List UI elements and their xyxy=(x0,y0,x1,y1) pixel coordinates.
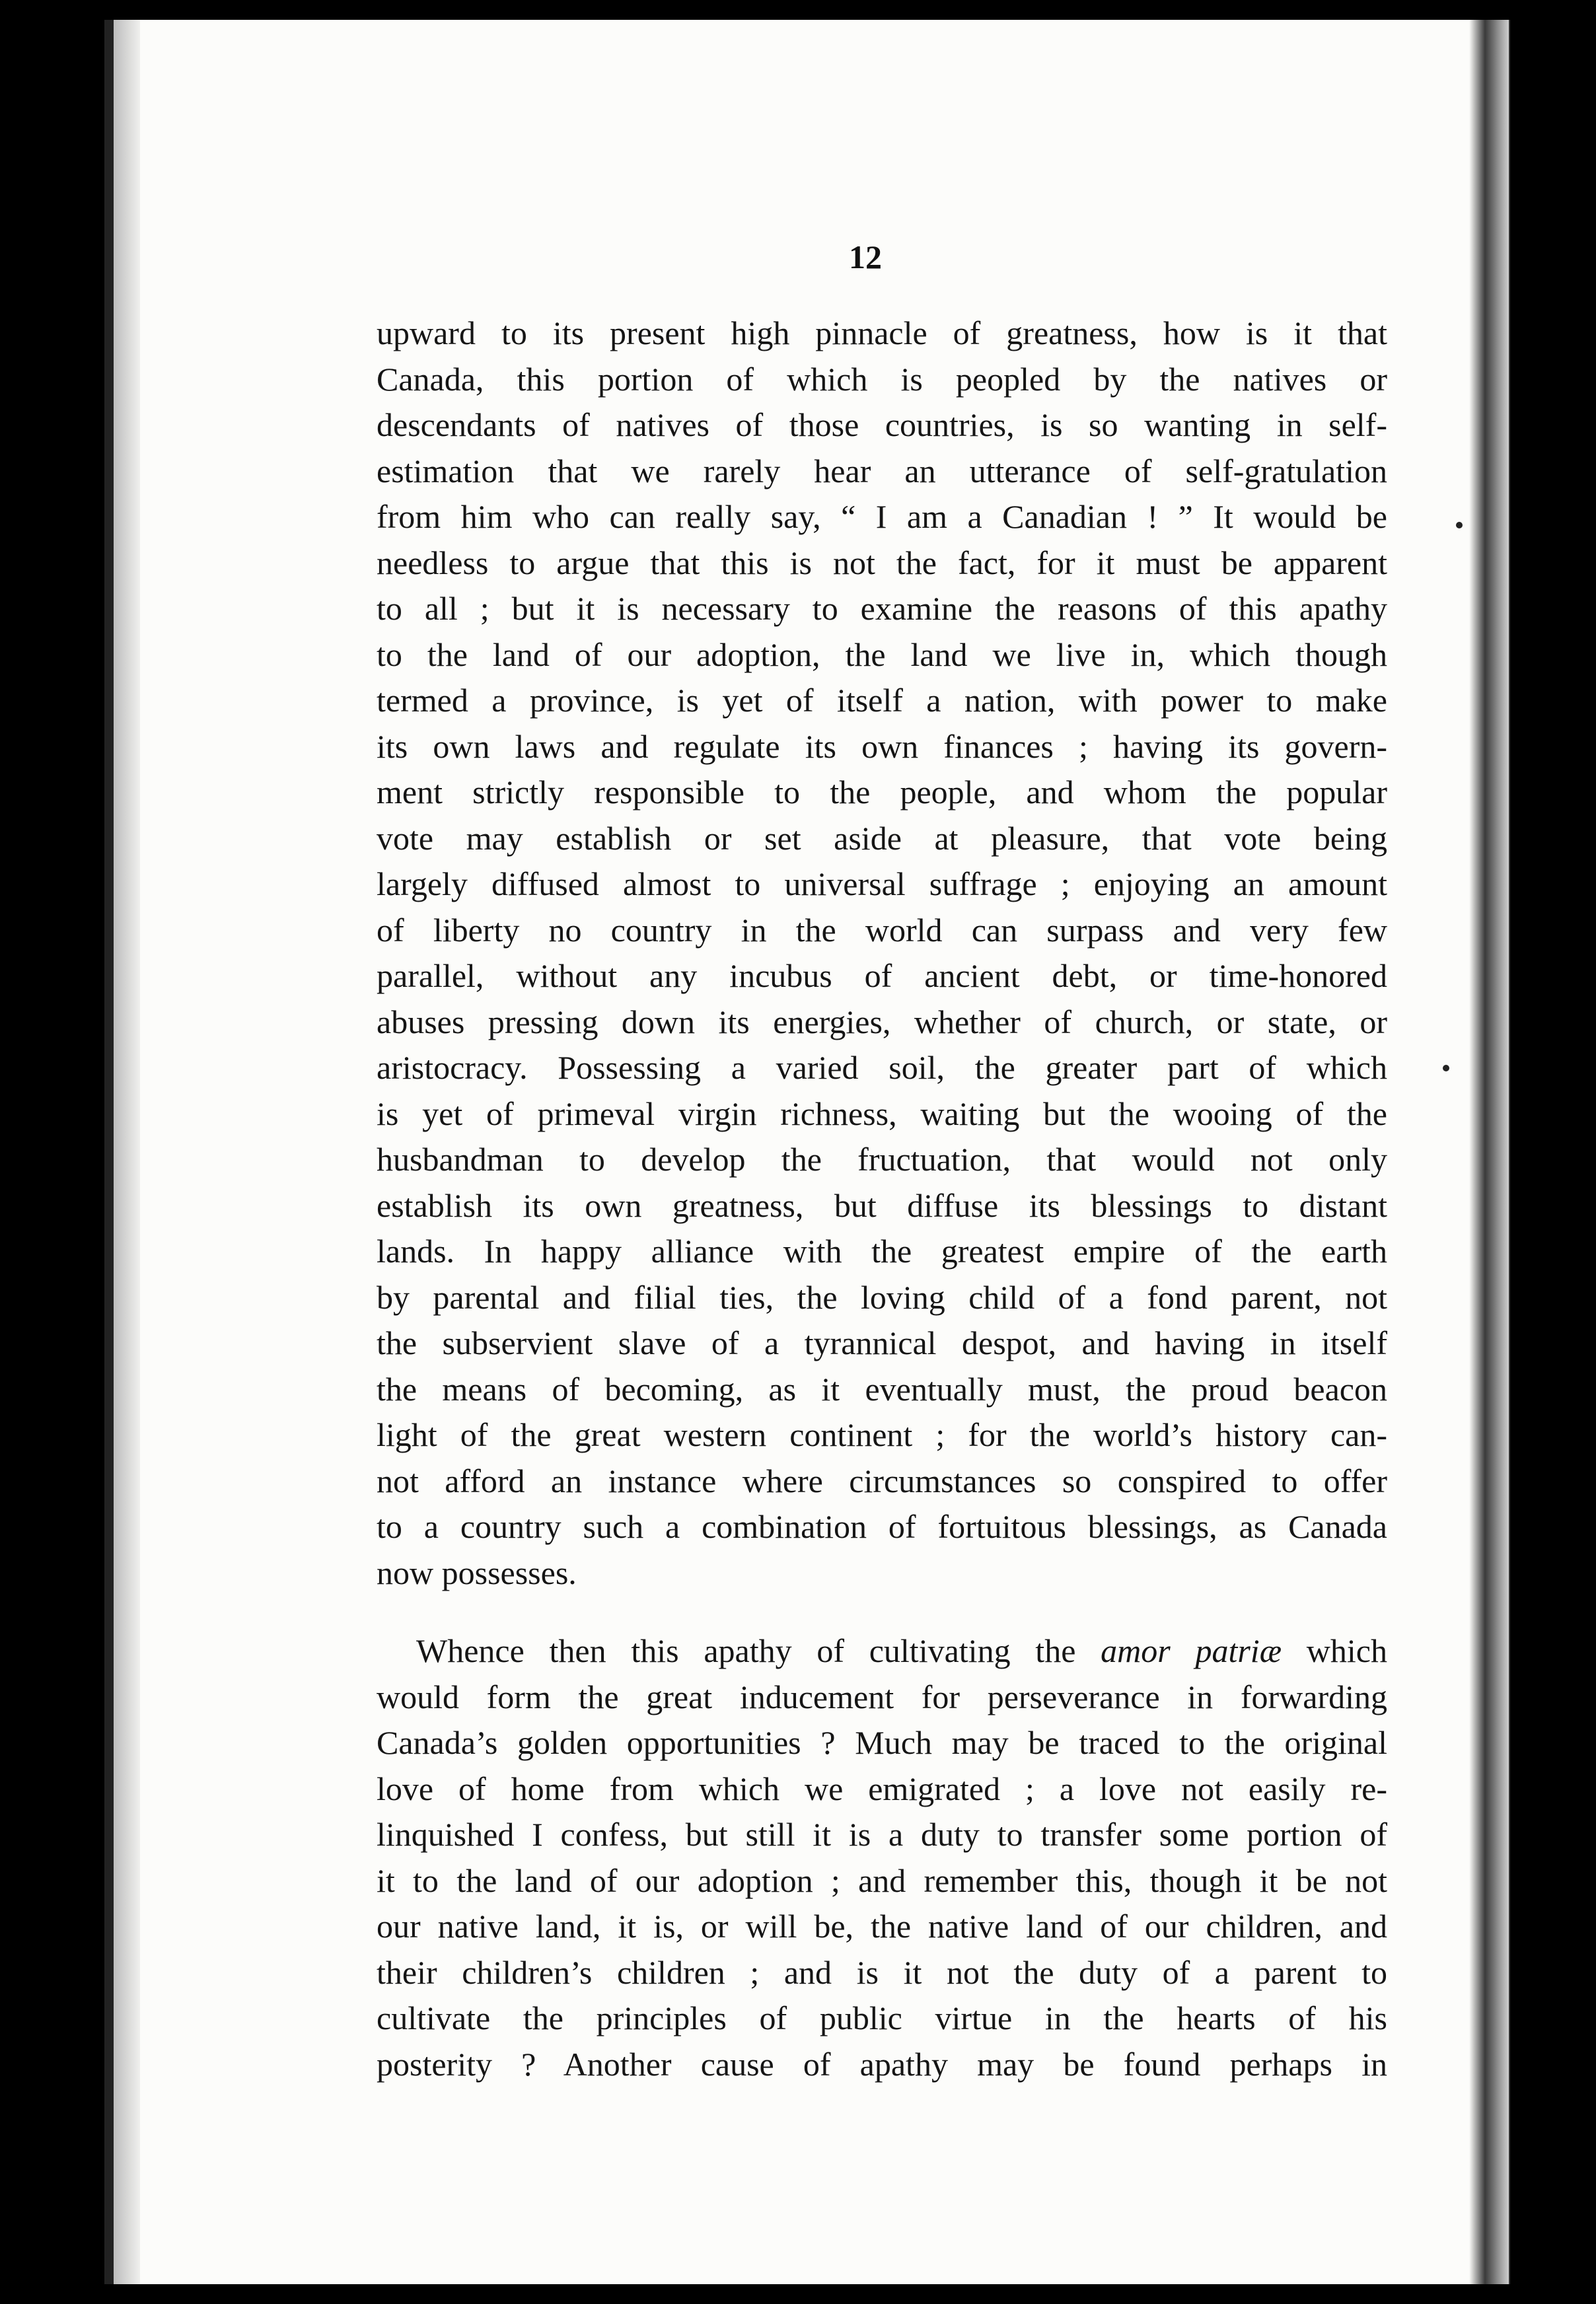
text-line: needless to argue that this is not the fact, for it must be apparent xyxy=(377,544,1387,581)
body-text xyxy=(377,310,1387,2087)
text-line xyxy=(377,1628,1387,1674)
text-line: their children’s children ; and is it not the duty of a parent to xyxy=(377,1953,1387,1991)
text-line: estimation that we rarely hear an utterance of self-gratulation xyxy=(377,452,1387,489)
text-line: light of the great western continent ; for the world’s history can- xyxy=(377,1416,1387,1453)
text-line: its own laws and regulate its own finances ; having its govern- xyxy=(377,727,1387,765)
text-line: now possesses. xyxy=(377,1554,577,1591)
text-line: Canada’s golden opportunities ? Much may be traced to the original xyxy=(377,1724,1387,1761)
text-line: lands. In happy alliance with the greatest empire of the earth xyxy=(377,1233,1387,1270)
text-segment: Whence then this apathy of cultivating the xyxy=(416,1632,1101,1669)
text-line: abuses pressing down its energies, whether of church, or state, or xyxy=(377,1003,1387,1040)
paragraph-1 xyxy=(377,310,1387,1596)
text-line: vote may establish or set aside at pleasure, that vote being xyxy=(377,819,1387,857)
text-segment: which xyxy=(1282,1632,1387,1669)
text-line: husbandman to develop the fructuation, that would not only xyxy=(377,1141,1387,1178)
text-line: Canada, this portion of which is peopled by the natives or xyxy=(377,360,1387,398)
text-line: to a country such a combination of fortuitous blessings, as Canada xyxy=(377,1508,1387,1545)
text-line: termed a province, is yet of itself a nation, with power to make xyxy=(377,682,1387,719)
page-spine-shadow xyxy=(114,20,140,2284)
text-line: linquished I confess, but still it is a duty to transfer some portion of xyxy=(377,1816,1387,1853)
page-number: 12 xyxy=(849,238,882,275)
text-line: upward to its present high pinnacle of greatness, how is it that xyxy=(377,314,1387,351)
text-line: largely diffused almost to universal suffrage ; enjoying an amount xyxy=(377,865,1387,902)
scan-speck xyxy=(1443,1065,1449,1071)
text-line: cultivate the principles of public virtue in the hearts of his xyxy=(377,1999,1387,2036)
text-line: our native land, it is, or will be, the native land of our children, and xyxy=(377,1908,1387,1945)
text-line: not afford an instance where circumstances so conspired to offer xyxy=(377,1462,1387,1499)
text-line: ment strictly responsible to the people, and whom the popular xyxy=(377,774,1387,810)
text-line: descendants of natives of those countries, is so wanting in self- xyxy=(377,406,1387,443)
page-edge xyxy=(1469,20,1509,2284)
text-line: would form the great inducement for perseverance in forwarding xyxy=(377,1678,1387,1715)
text-line: the subservient slave of a tyrannical despot, and having in itself xyxy=(377,1324,1387,1361)
text-line: to all ; but it is necessary to examine the reasons of this apathy xyxy=(377,590,1387,627)
paragraph-2 xyxy=(377,1628,1387,2087)
text-line: it to the land of our adoption ; and remember this, though it be not xyxy=(377,1861,1387,1899)
text-line: from him who can really say, “ I am a Canadian ! ” It would be xyxy=(377,498,1387,535)
text-line: establish its own greatness, but diffuse its blessings to distant xyxy=(377,1186,1387,1224)
text-line: the means of becoming, as it eventually must, the proud beacon xyxy=(377,1370,1387,1408)
text-line: of liberty no country in the world can surpass and very few xyxy=(377,911,1387,949)
text-line: love of home from which we emigrated ; a love not easily re- xyxy=(377,1770,1387,1807)
text-line: to the land of our adoption, the land we live in, which though xyxy=(377,635,1387,673)
scan-speck xyxy=(1456,522,1463,528)
italic-phrase: amor patriæ xyxy=(1101,1632,1282,1669)
text-line: parallel, without any incubus of ancient debt, or time-honored xyxy=(377,957,1387,994)
text-line: is yet of primeval virgin richness, waiting but the wooing of the xyxy=(377,1095,1387,1132)
text-line: posterity ? Another cause of apathy may be found perhaps in xyxy=(377,2045,1387,2083)
text-line: aristocracy. Possessing a varied soil, the greater part of which xyxy=(377,1049,1387,1086)
text-line: by parental and filial ties, the loving child of a fond parent, not xyxy=(377,1278,1387,1316)
